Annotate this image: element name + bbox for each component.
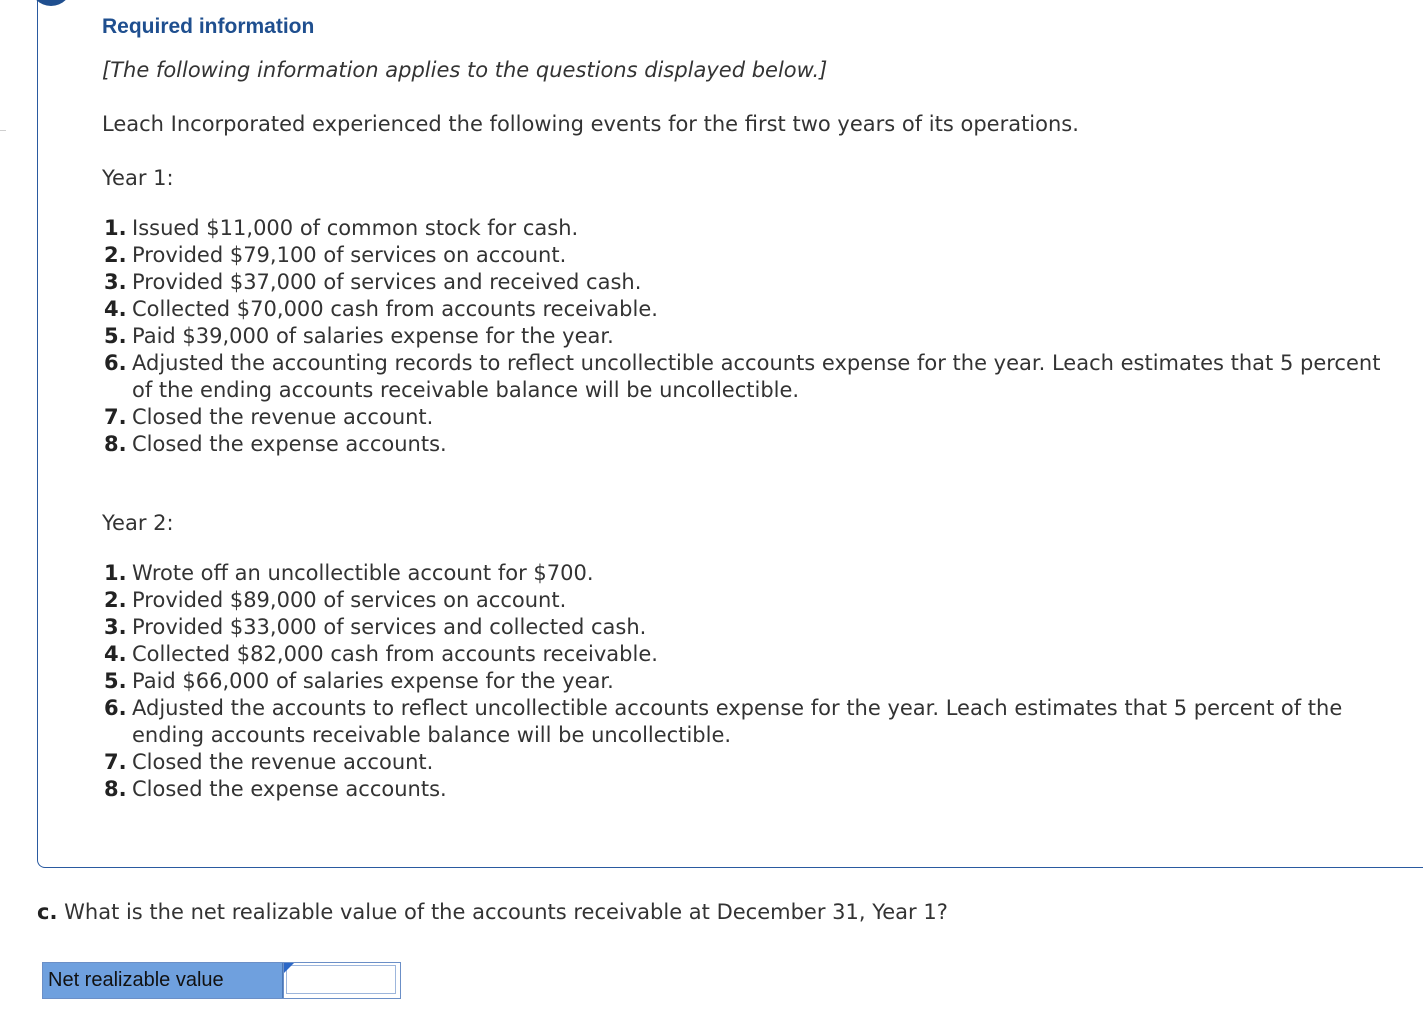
list-item: 5. Paid $39,000 of salaries expense for the year.: [104, 324, 614, 348]
year1-label: Year 1:: [102, 166, 174, 190]
question-text: What is the net realizable value of the accounts receivable at December 31, Year 1?: [64, 900, 948, 924]
list-item: 4. Collected $70,000 cash from accounts receivable.: [104, 297, 658, 321]
intro-text: Leach Incorporated experienced the following events for the first two years of its operations.: [102, 112, 1079, 136]
year2-label: Year 2:: [102, 511, 174, 535]
list-item: 4. Collected $82,000 cash from accounts receivable.: [104, 642, 658, 666]
list-item: 1. Wrote off an uncollectible account for $700.: [104, 561, 594, 585]
list-item: 1. Issued $11,000 of common stock for cash.: [104, 216, 579, 240]
list-item: 7. Closed the revenue account.: [104, 405, 434, 429]
net-realizable-value-input[interactable]: [286, 965, 396, 994]
list-item: 6. Adjusted the accounts to reflect uncollectible accounts expense for the year. Leach estimates that 5 percent of the ending accounts receivable balance will be uncollectible.: [104, 696, 1343, 747]
list-item: 7. Closed the revenue account.: [104, 750, 434, 774]
list-item: 6. Adjusted the accounting records to reflect uncollectible accounts expense for the year. Leach estimates that 5 percent of the ending accounts receivable balance will be uncollectible.: [104, 351, 1381, 402]
list-item: 5. Paid $66,000 of salaries expense for the year.: [104, 669, 614, 693]
list-item: 2. Provided $89,000 of services on account.: [104, 588, 567, 612]
list-item: 2. Provided $79,100 of services on account.: [104, 243, 567, 267]
net-realizable-value-label: Net realizable value: [43, 963, 283, 998]
required-information-title: Required information: [102, 15, 315, 38]
question-c: [37, 900, 948, 924]
answer-input-cell: [283, 963, 400, 998]
list-item: 3. Provided $37,000 of services and received cash.: [104, 270, 642, 294]
year1-event-list: [104, 215, 1394, 458]
list-item: 3. Provided $33,000 of services and collected cash.: [104, 615, 647, 639]
edge-divider: [0, 130, 6, 131]
year2-event-list: [104, 560, 1394, 803]
applies-note: [The following information applies to the questions displayed below.]: [102, 58, 828, 82]
answer-row: [42, 962, 401, 999]
list-item: 8. Closed the expense accounts.: [104, 432, 447, 456]
list-item: 8. Closed the expense accounts.: [104, 777, 447, 801]
question-letter: c.: [37, 900, 58, 924]
input-flag-icon: [284, 963, 294, 973]
